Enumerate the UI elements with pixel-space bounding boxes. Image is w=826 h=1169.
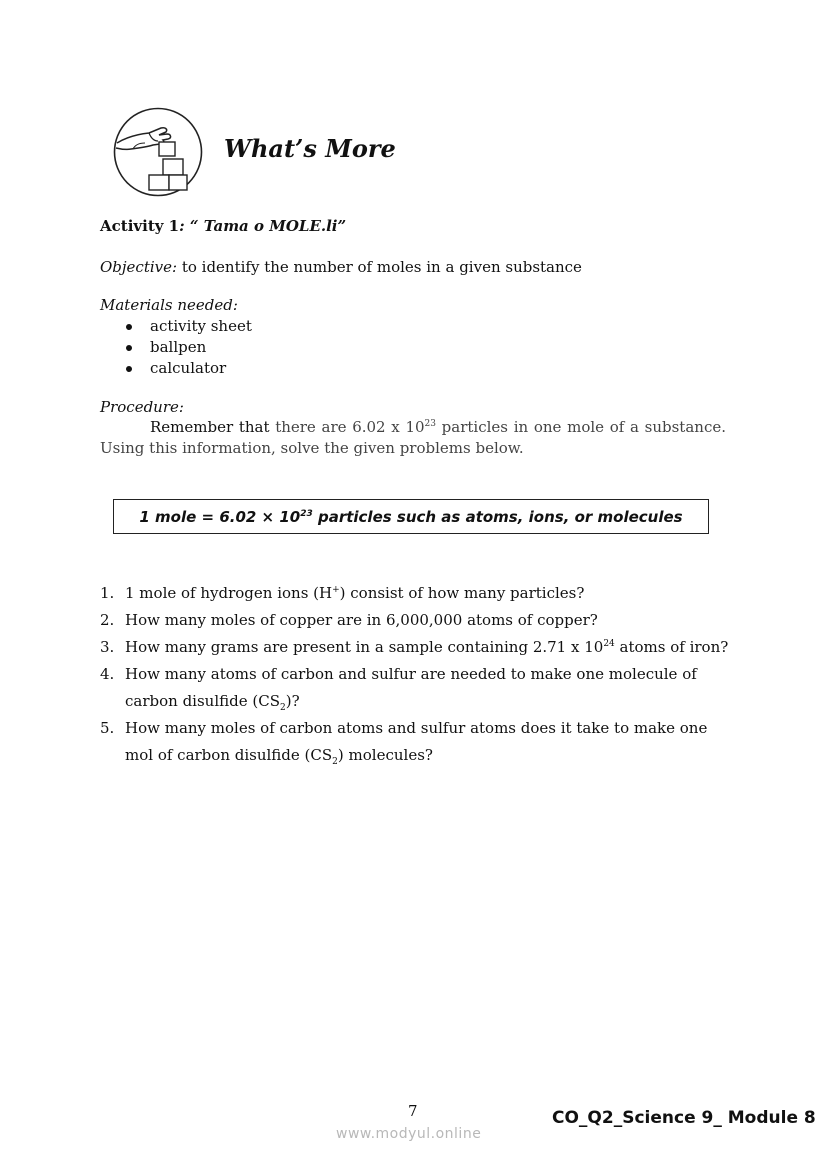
- formula-box: [113, 499, 709, 534]
- procedure-text-b: particles in one mole of a substance. Using this information, solve the given problems below.: [100, 418, 726, 457]
- formula-text-a: 1 mole = 6.02 × 10: [139, 507, 301, 526]
- question-text: How many moles of carbon atoms and sulfur atoms does it take to make one mol of carbon disulfide (CS: [125, 719, 708, 764]
- question-number: 1.: [100, 584, 115, 602]
- materials-label: Materials needed:: [100, 296, 238, 314]
- question-text: 1 mole of hydrogen ions (H: [125, 584, 333, 602]
- activity-title: “ Tama o MOLE.li”: [184, 217, 347, 235]
- question-item: [100, 580, 740, 607]
- question-item: [100, 661, 740, 715]
- question-text: How many moles of copper are in 6,000,000 atoms of copper?: [125, 611, 598, 629]
- question-number: 5.: [100, 719, 115, 737]
- activity-label: Activity 1: [100, 217, 180, 235]
- question-item: [100, 607, 740, 634]
- procedure-label: Procedure:: [100, 398, 184, 416]
- question-text: )?: [285, 692, 300, 710]
- question-subscript: 2: [332, 757, 338, 767]
- objective: [100, 258, 582, 276]
- question-text: How many atoms of carbon and sulfur are needed to make one molecule of carbon disulfide (CS: [125, 665, 697, 710]
- question-text: How many grams are present in a sample containing 2.71 x 10: [125, 638, 604, 656]
- module-code: CO_Q2_Science 9_ Module 8: [552, 1108, 816, 1128]
- question-item: [100, 634, 740, 661]
- question-superscript: 24: [603, 639, 615, 649]
- procedure-exponent: 23: [424, 419, 436, 429]
- objective-text: to identify the number of moles in a given substance: [177, 258, 582, 276]
- question-text: ) molecules?: [337, 746, 433, 764]
- materials-list: [125, 316, 252, 379]
- activity-colon: :: [179, 217, 185, 235]
- list-item: activity sheet: [125, 316, 252, 337]
- question-list: [100, 580, 740, 769]
- procedure-lead: Remember that: [150, 418, 270, 436]
- procedure-text: [100, 417, 726, 459]
- watermark: www.modyul.online: [336, 1126, 482, 1142]
- list-item: ballpen: [125, 337, 252, 358]
- procedure-text-a: there are 6.02 x 10: [269, 418, 425, 436]
- formula-exponent: 23: [300, 508, 313, 519]
- objective-label: Objective:: [100, 258, 178, 276]
- question-number: 4.: [100, 665, 115, 683]
- question-text: ) consist of how many particles?: [339, 584, 585, 602]
- section-title: What’s More: [224, 134, 396, 163]
- question-number: 2.: [100, 611, 115, 629]
- question-superscript: +: [332, 585, 340, 595]
- list-item: calculator: [125, 358, 252, 379]
- page-number: 7: [408, 1102, 418, 1120]
- question-number: 3.: [100, 638, 115, 656]
- question-subscript: 2: [280, 703, 286, 713]
- question-item: [100, 715, 740, 769]
- formula-text-b: particles such as atoms, ions, or molecules: [312, 507, 683, 526]
- question-text: atoms of iron?: [614, 638, 729, 656]
- activity-heading: [100, 217, 346, 235]
- hand-placing-blocks-icon: [113, 107, 203, 197]
